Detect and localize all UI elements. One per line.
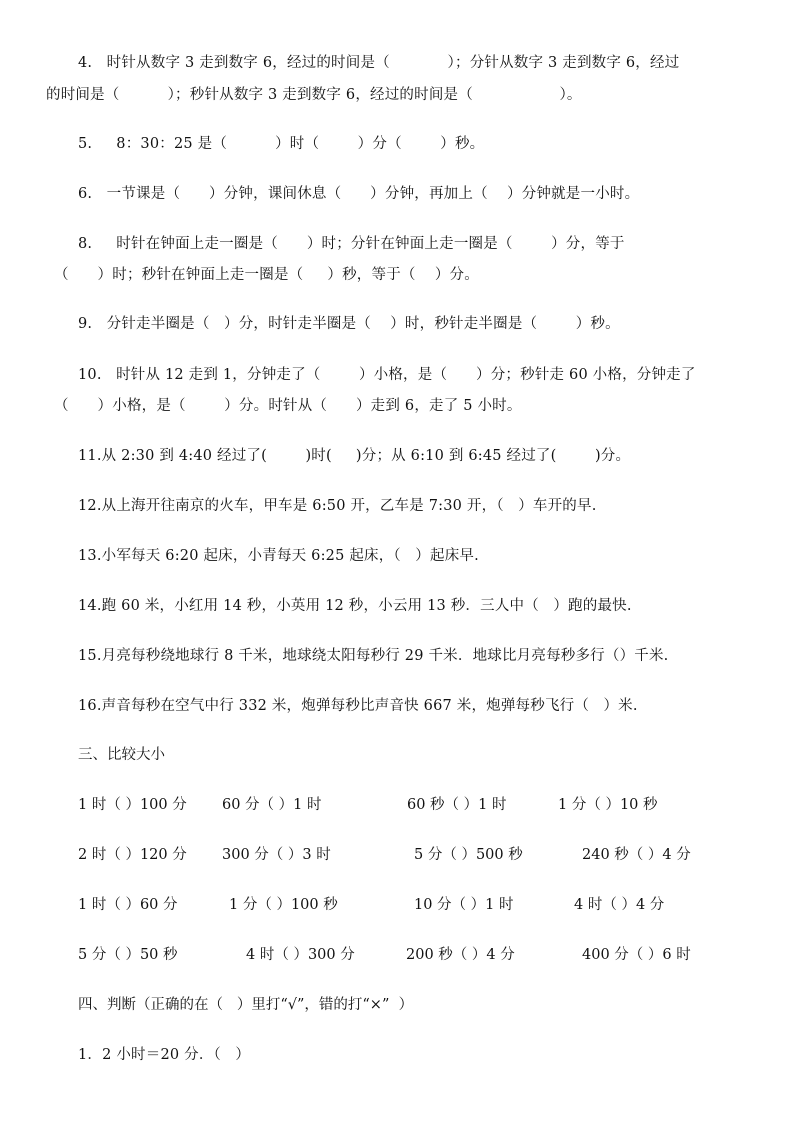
section-4-title: 四、判断（正确的在（ ）里打“√”，错的打“×” ） bbox=[78, 997, 414, 1013]
question-8-line-2: （ ）时；秒针在钟面上走一圈是（ ）秒，等于（ ）分。 bbox=[54, 267, 479, 283]
compare-item: 4 时（ ）300 分 bbox=[246, 947, 355, 963]
question-16: 16.声音每秒在空气中行 332 米，炮弹每秒比声音快 667 米，炮弹每秒飞行（ ）米. bbox=[78, 698, 638, 714]
question-10-line-1: 10. 时针从 12 走到 1，分钟走了（ ）小格，是（ ）分；秒针走 60 小格，分钟走了 bbox=[78, 367, 696, 383]
compare-item: 1 时（ ）60 分 bbox=[78, 897, 178, 913]
compare-item: 1 时（ ）100 分 bbox=[78, 797, 187, 813]
judge-question-1: 1．2 小时＝20 分．（ ） bbox=[78, 1047, 251, 1063]
compare-item: 60 分（ ）1 时 bbox=[222, 797, 322, 813]
compare-item: 60 秒（ ）1 时 bbox=[407, 797, 507, 813]
question-8-line-1: 8. 时针在钟面上走一圈是（ ）时；分针在钟面上走一圈是（ ）分，等于 bbox=[78, 236, 625, 252]
question-14: 14.跑 60 米，小红用 14 秒，小英用 12 秒，小云用 13 秒．三人中（ ）跑的最快. bbox=[78, 598, 632, 614]
compare-item: 1 分（ ）10 秒 bbox=[558, 797, 658, 813]
question-15: 15.月亮每秒绕地球行 8 千米，地球绕太阳每秒行 29 千米．地球比月亮每秒多行（）千米. bbox=[78, 648, 669, 664]
compare-item: 4 时（ ）4 分 bbox=[574, 897, 665, 913]
question-4-line-2: 的时间是（ ）；秒针从数字 3 走到数字 6，经过的时间是（ ）。 bbox=[46, 87, 582, 103]
question-13: 13.小军每天 6:20 起床，小青每天 6:25 起床，（ ）起床早. bbox=[78, 548, 479, 564]
question-11: 11.从 2:30 到 4:40 经过了( )时( )分；从 6:10 到 6:45 经过了( )分。 bbox=[78, 448, 631, 464]
compare-item: 300 分（ ）3 时 bbox=[222, 847, 331, 863]
compare-item: 1 分（ ）100 秒 bbox=[229, 897, 338, 913]
question-9: 9. 分针走半圈是（ ）分，时针走半圈是（ ）时，秒针走半圈是（ ）秒。 bbox=[78, 316, 620, 332]
question-5: 5. 8：30：25 是（ ）时（ ）分（ ）秒。 bbox=[78, 136, 485, 152]
compare-item: 400 分（ ）6 时 bbox=[582, 947, 691, 963]
compare-item: 200 秒（ ）4 分 bbox=[406, 947, 515, 963]
section-3-title: 三、比较大小 bbox=[78, 747, 165, 763]
compare-item: 2 时（ ）120 分 bbox=[78, 847, 187, 863]
compare-item: 5 分（ ）500 秒 bbox=[414, 847, 523, 863]
question-6: 6. 一节课是（ ）分钟，课间休息（ ）分钟，再加上（ ）分钟就是一小时。 bbox=[78, 186, 640, 202]
question-4-line-1: 4. 时针从数字 3 走到数字 6，经过的时间是（ ）；分针从数字 3 走到数字 6，经过 bbox=[78, 55, 680, 71]
question-10-line-2: （ ）小格，是（ ）分。时针从（ ）走到 6，走了 5 小时。 bbox=[54, 398, 522, 414]
question-12: 12.从上海开往南京的火车，甲车是 6:50 开，乙车是 7:30 开，（ ）车开的早. bbox=[78, 498, 597, 514]
compare-item: 10 分（ ）1 时 bbox=[414, 897, 514, 913]
compare-item: 5 分（ ）50 秒 bbox=[78, 947, 178, 963]
compare-item: 240 秒（ ）4 分 bbox=[582, 847, 691, 863]
